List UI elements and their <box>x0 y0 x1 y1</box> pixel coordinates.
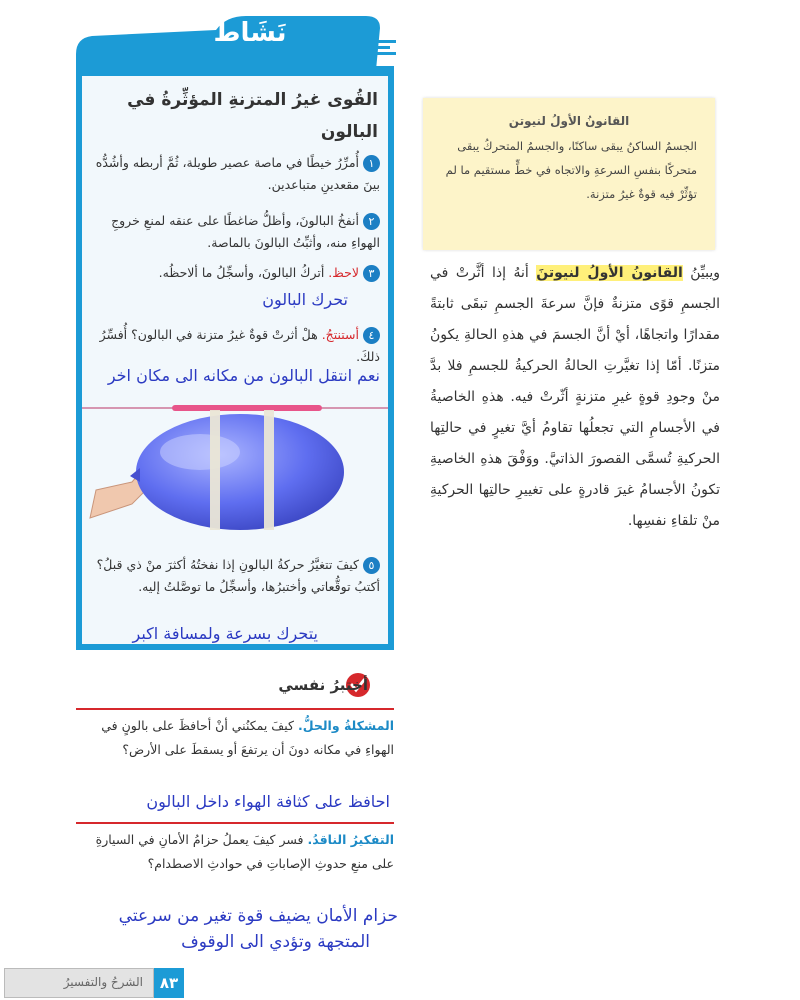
activity-step-3 <box>90 262 380 284</box>
step-text-4: هلْ أثرتْ قوةٌ غيرُ متزنة في البالون؟ أُفسِّرُ ذلكَ. <box>99 327 380 364</box>
step-number-1: ١ <box>363 155 380 172</box>
law-note-title: القانونُ الأولُ لنيوتن <box>508 114 630 128</box>
answer-q2-line1: حزام الأمان يضيف قوة تغير من سرعتي <box>118 906 398 926</box>
page-footer <box>0 964 186 1000</box>
newton-law-highlight: القانونُ الأولُ لنيوتنَ <box>536 265 683 281</box>
footer-section-label: الشرحُ والتفسيرُ <box>63 975 143 989</box>
activity-title-line2: البالون <box>320 122 378 142</box>
q1-text: كيفَ يمكنُني أنْ أحافظَ على بالونٍ في الهواءِ في مكانه دونَ أن يرتفعَ أو يسقطَ على الأرض؟ <box>101 718 394 757</box>
step-text-2: أنفخُ البالونَ، وأظلُّ ضاغطًا على عنقه لمنعِ خروجِ الهواءِ منه، وأثبِّتُ البالونَ بالماصة. <box>111 213 380 250</box>
divider <box>76 708 394 710</box>
question-problem-solving <box>82 714 394 762</box>
activity-step-2 <box>90 210 380 254</box>
activity-content <box>82 76 388 644</box>
law-note-body: الجسمُ الساكنُ يبقى ساكنًا، والجسمُ المتحركُ يبقى متحركًا بنفسِ السرعةِ والاتجاه في خطٍّ مستقيم ما لم تؤثِّرْ فيه قوةٌ غيرُ متزنة. <box>445 139 697 201</box>
newton-law-note <box>423 98 715 250</box>
step-number-4: ٤ <box>363 327 380 344</box>
q1-label: المشكلةُ والحلُّ. <box>297 718 394 733</box>
answer-q2-line2: المتجهة وتؤدي الى الوقوف <box>181 932 370 952</box>
answer-q1: احافظ على كثافة الهواء داخل البالون <box>146 792 390 811</box>
divider <box>76 822 394 824</box>
activity-header-title: نَشَاطٌ <box>213 18 287 48</box>
activity-title-line1: القُوى غيرُ المتزنةِ المؤثِّرةُ في <box>127 90 378 110</box>
main-text-before: ويبيِّنُ <box>690 265 720 281</box>
main-paragraph <box>430 258 720 537</box>
activity-step-4 <box>90 324 380 368</box>
footer-section-box <box>4 968 154 998</box>
step-label-3: لاحظ. <box>328 265 359 280</box>
q2-label: التفكيرُ الناقدُ. <box>307 832 394 847</box>
answer-step-3: تحرك البالون <box>262 290 348 309</box>
question-critical-thinking <box>82 828 394 876</box>
main-text-after: أنهُ إذا أثَّرتْ في الجسمِ قوًى متزنةٌ فإنَّ سرعةَ الجسمِ تبقَى ثابتةً مقدارًا واتجاهًا، أيْ أنَّ الجسمَ في هذهِ الحالةِ يكونُ متزنًا. أمّا إذا تغيَّرتِ الحالةُ الحركيةُ للجسمِ فلا بدَّ منْ وجودِ قوةٍ غيرِ متزنةٍ أثّرتْ فيه. هذهِ الخاصيةُ في الأجسامِ التي تجعلُها تقاومُ أيَّ تغيرٍ في حالتِها الحركيةِ تُسمَّى القصورَ الذاتيَّ. ووَفْقَ هذهِ الخاصيةِ تكونُ الأجسامُ غيرَ قادرةٍ على تغييرِ حالتِها الحركيةِ منْ تلقاءِ نفسِها. <box>430 265 720 529</box>
step-label-4: أستنتجُ. <box>321 327 359 342</box>
step-text-5: كيفَ تتغيَّرُ حركةُ البالونِ إذا نفختُهُ أكثرَ منْ ذي قبلُ؟ أكتبُ توقُّعاتي وأختبرُها، وأسجِّلُ ما توصَّلتُ إليه. <box>96 557 380 594</box>
tape-strip <box>264 410 274 530</box>
answer-step-4: نعم انتقل البالون من مكانه الى مكان اخر <box>107 366 380 385</box>
step-number-2: ٢ <box>363 213 380 230</box>
step-number-5: ٥ <box>363 557 380 574</box>
activity-box <box>76 66 394 650</box>
activity-step-5 <box>90 554 380 598</box>
page-number: ٨٣ <box>154 968 184 998</box>
self-test-title: أختبرُ نفسي <box>278 676 368 694</box>
step-number-3: ٣ <box>363 265 380 282</box>
step-text-3: أتركُ البالونَ، وأسجِّلُ ما ألاحظُه. <box>158 265 325 280</box>
balloon-illustration <box>82 394 388 534</box>
step-text-1: أُمرِّرُ خيطًا في ماصة عصير طويلة، ثُمَّ أربطه وأشُدُّه بينَ مقعدينِ متباعدين. <box>95 155 380 192</box>
answer-step-5: يتحرك بسرعة ولمسافة اكبر <box>132 624 318 643</box>
tape-strip <box>210 410 220 530</box>
q2-text: فسر كيفَ يعملُ حزامُ الأمانِ في السيارةِ على منعِ حدوثِ الإصاباتِ في حوادثِ الاصطدام؟ <box>95 832 394 871</box>
activity-step-1 <box>90 152 380 196</box>
balloon-shape <box>136 414 344 530</box>
